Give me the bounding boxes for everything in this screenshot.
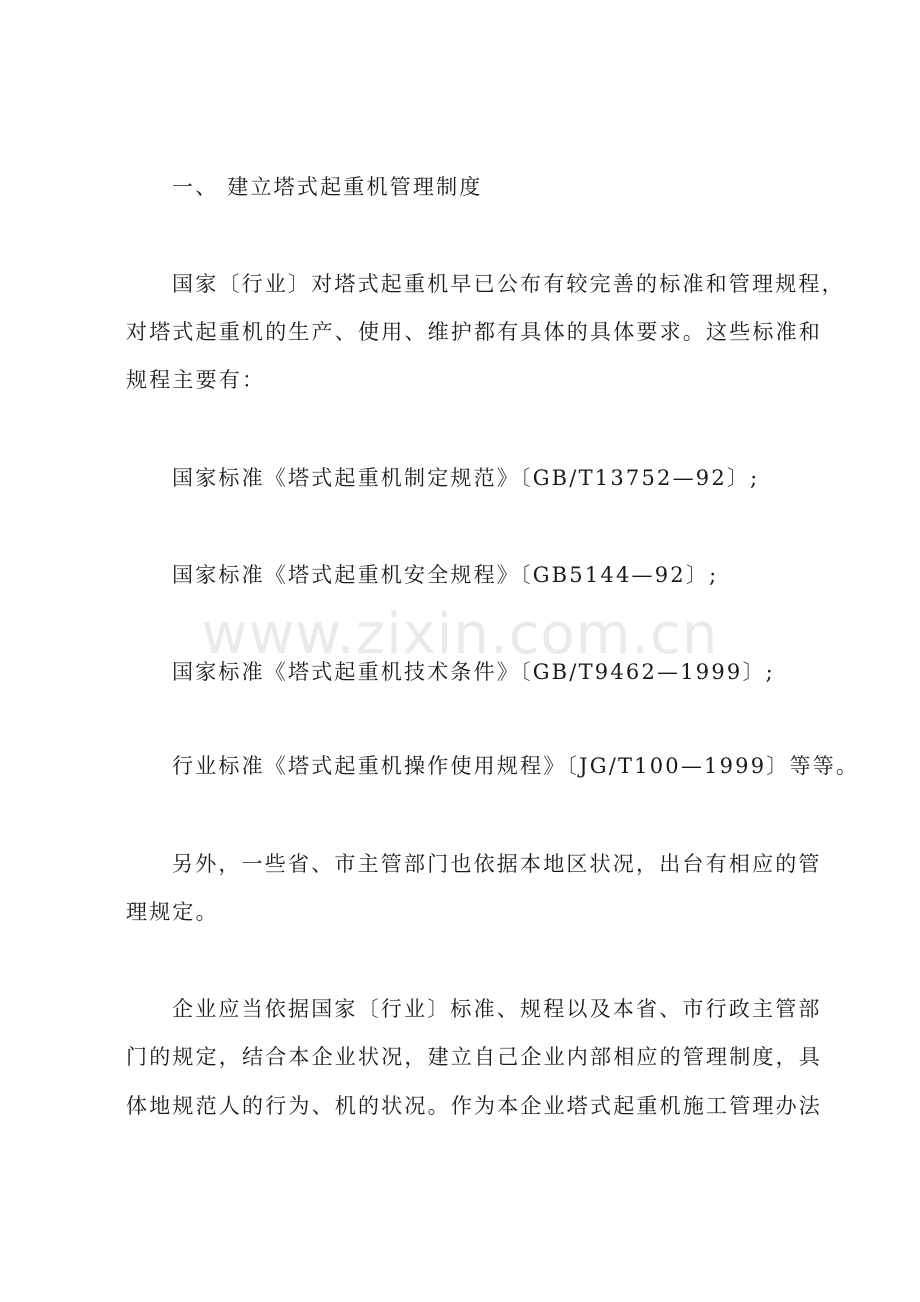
standard-item: 国家标准《塔式起重机技术条件》〔GB/T9462—1999〕; bbox=[172, 660, 775, 684]
paragraph-line: 对塔式起重机的生产、使用、维护都有具体的具体要求。这些标准和 bbox=[126, 320, 822, 344]
watermark-text: www.zixin.com.cn bbox=[201, 602, 719, 667]
standard-item: 国家标准《塔式起重机安全规程》〔GB5144—92〕; bbox=[172, 563, 719, 587]
paragraph-line: 另外，一些省、市主管部门也依据本地区状况，出台有相应的管 bbox=[172, 852, 822, 876]
paragraph-line: 企业应当依据国家〔行业〕标准、规程以及本省、市行政主管部 bbox=[172, 997, 822, 1021]
standard-item: 行业标准《塔式起重机操作使用规程》〔JG/T100—1999〕等等。 bbox=[172, 754, 860, 778]
paragraph-line: 国家〔行业〕对塔式起重机早已公布有较完善的标准和管理规程， bbox=[172, 272, 845, 296]
paragraph-line: 门的规定，结合本企业状况，建立自己企业内部相应的管理制度，具 bbox=[126, 1045, 822, 1069]
paragraph-line: 体地规范人的行为、机的状况。作为本企业塔式起重机施工管理办法 bbox=[126, 1094, 822, 1118]
paragraph-line: 规程主要有： bbox=[126, 368, 266, 392]
section-heading: 一、 建立塔式起重机管理制度 bbox=[172, 175, 483, 199]
paragraph-line: 理规定。 bbox=[126, 900, 219, 924]
standard-item: 国家标准《塔式起重机制定规范》〔GB/T13752—92〕; bbox=[172, 466, 760, 490]
